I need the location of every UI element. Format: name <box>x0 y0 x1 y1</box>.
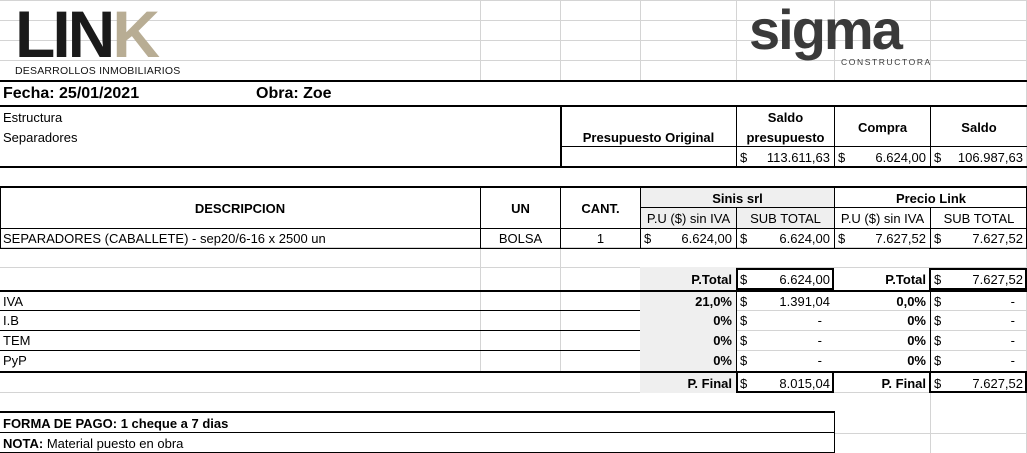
a-ptotal-label: P.Total <box>691 272 732 287</box>
tax-a-rate: 0% <box>713 313 732 328</box>
cant-header: CANT. <box>581 200 620 216</box>
supplier-b-header: Precio Link <box>895 190 967 206</box>
a-ptotal-value: $ 6.624,00 <box>740 272 830 287</box>
supplier-b-subtotal-header: SUB TOTAL <box>943 210 1015 226</box>
nota-text: Material puesto en obra <box>43 435 184 451</box>
forma-de-pago: FORMA DE PAGO: 1 cheque a 7 dias <box>3 415 229 431</box>
sigma-logo-subtitle: CONSTRUCTORA <box>841 57 932 67</box>
tax-b-rate: 0% <box>907 353 926 368</box>
saldo-presupuesto-header-line2: presupuesto <box>746 129 825 145</box>
tax-b-rate: 0% <box>907 333 926 348</box>
item-cant: 1 <box>596 231 605 246</box>
supplier-b-pu-header: P.U ($) sin IVA <box>840 210 925 226</box>
item-a-pu: $ 6.624,00 <box>644 231 732 246</box>
item-un: BOLSA <box>498 231 543 246</box>
tax-a-rate: 0% <box>713 333 732 348</box>
un-header: UN <box>511 200 530 216</box>
tax-b-amount: $ - <box>934 333 1015 348</box>
sigma-logo-word: sigma <box>749 0 901 61</box>
fecha-label: Fecha: 25/01/2021 <box>3 85 140 102</box>
b-pfinal-label: P. Final <box>881 375 926 391</box>
nota-label: NOTA: <box>3 435 44 451</box>
tax-b-amount: $ - <box>934 313 1015 328</box>
compra-value: $ 6.624,00 <box>838 149 926 165</box>
tax-a-amount: $ 1.391,04 <box>740 294 830 309</box>
tax-b-amount: $ - <box>934 294 1015 309</box>
tax-b-rate: 0,0% <box>896 294 926 309</box>
nota <box>0 433 834 453</box>
presupuesto-original-header: Presupuesto Original <box>582 129 715 145</box>
supplier-a-subtotal-header: SUB TOTAL <box>750 210 821 226</box>
saldo-value: $ 106.987,63 <box>934 149 1023 165</box>
a-pfinal-label: P. Final <box>687 375 732 391</box>
tax-name: IVA <box>3 294 23 309</box>
b-ptotal-value: $ 7.627,52 <box>934 272 1023 287</box>
supplier-a-header: Sinis srl <box>712 190 763 206</box>
tax-b-rate: 0% <box>907 313 926 328</box>
a-pfinal-value: $ 8.015,04 <box>740 375 830 391</box>
saldo-presupuesto-header-line1: Saldo <box>767 109 804 125</box>
saldo-header: Saldo <box>961 119 997 135</box>
link-logo <box>15 0 181 77</box>
tax-name: PyP <box>3 353 27 368</box>
tax-a-rate: 21,0% <box>695 294 732 309</box>
tax-a-amount: $ - <box>740 353 822 368</box>
tax-name: TEM <box>3 333 31 348</box>
sigma-logo <box>749 0 932 67</box>
item-a-subtotal: $ 6.624,00 <box>740 231 830 246</box>
b-ptotal-label: P.Total <box>885 272 926 287</box>
item-descripcion: SEPARADORES (CABALLETE) - sep20/6-16 x 2500 un <box>3 231 326 246</box>
compra-header: Compra <box>857 119 908 135</box>
link-logo-subtitle: DESARROLLOS INMOBILIARIOS <box>15 65 181 77</box>
item-b-subtotal: $ 7.627,52 <box>934 231 1023 246</box>
tax-a-amount: $ - <box>740 313 822 328</box>
tax-a-rate: 0% <box>713 353 732 368</box>
subcategory-label: Separadores <box>3 129 78 145</box>
b-pfinal-value: $ 7.627,52 <box>934 375 1023 391</box>
category-label: Estructura <box>3 109 63 125</box>
link-logo-accent: K <box>112 0 157 71</box>
obra-label: Obra: Zoe <box>256 85 332 102</box>
descripcion-header: DESCRIPCION <box>194 200 286 216</box>
item-b-pu: $ 7.627,52 <box>838 231 926 246</box>
tax-name: I.B <box>3 313 19 328</box>
link-logo-word: LIN <box>15 0 113 71</box>
tax-b-amount: $ - <box>934 353 1015 368</box>
saldo-presupuesto-value: $ 113.611,63 <box>740 149 830 165</box>
supplier-a-pu-header: P.U ($) sin IVA <box>646 210 731 226</box>
tax-a-amount: $ - <box>740 333 822 348</box>
